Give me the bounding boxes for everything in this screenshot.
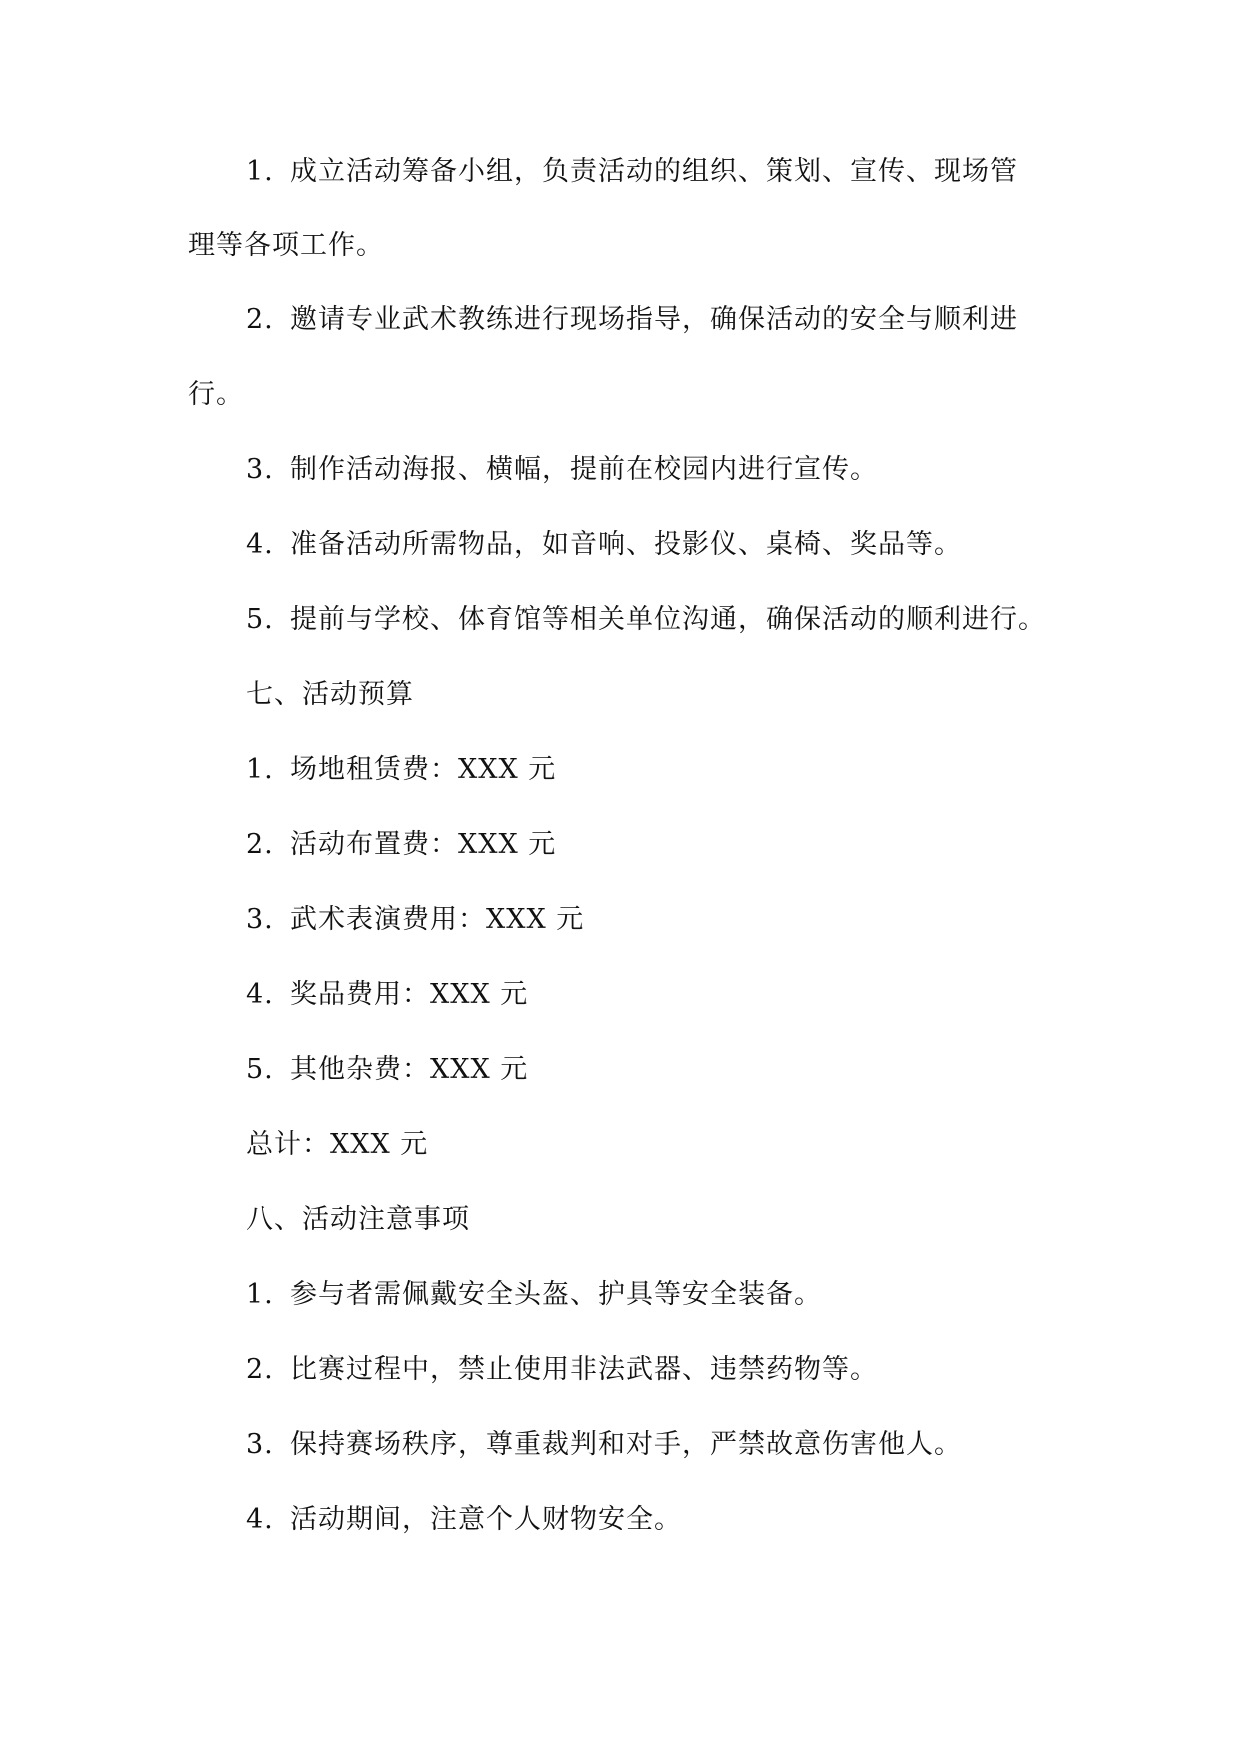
item-number: 2. <box>246 1354 274 1385</box>
prep-item-2 <box>246 302 1018 338</box>
item-text: 制作活动海报、横幅，提前在校园内进行宣传。 <box>290 454 878 485</box>
item-number: 4. <box>246 1504 274 1535</box>
item-text: 邀请专业武术教练进行现场指导，确保活动的安全与顺利进 <box>290 304 1018 335</box>
prep-item-2-continuation: 行。 <box>188 379 244 410</box>
item-text: 其他杂费：XXX 元 <box>290 1054 529 1085</box>
item-text: 场地租赁费：XXX 元 <box>290 754 557 785</box>
item-number: 3. <box>246 454 274 485</box>
item-text: 成立活动筹备小组，负责活动的组织、策划、宣传、现场管 <box>290 156 1018 187</box>
item-number: 3. <box>246 904 274 935</box>
prep-item-1 <box>246 154 1018 190</box>
notes-item-2 <box>246 1352 878 1388</box>
item-text: 活动布置费：XXX 元 <box>290 829 557 860</box>
item-number: 1. <box>246 156 274 187</box>
notes-item-1 <box>246 1277 822 1313</box>
budget-item-4 <box>246 977 528 1013</box>
item-text: 奖品费用：XXX 元 <box>290 979 529 1010</box>
notes-item-4 <box>246 1502 682 1538</box>
item-number: 3. <box>246 1429 274 1460</box>
item-number: 2. <box>246 304 274 335</box>
prep-item-5 <box>246 602 1046 638</box>
item-number: 2. <box>246 829 274 860</box>
item-number: 5. <box>246 1054 274 1085</box>
item-number: 5. <box>246 604 274 635</box>
item-text: 保持赛场秩序，尊重裁判和对手，严禁故意伤害他人。 <box>290 1429 962 1460</box>
section-heading-notes: 八、活动注意事项 <box>246 1204 470 1235</box>
budget-item-2 <box>246 827 556 863</box>
item-text: 提前与学校、体育馆等相关单位沟通，确保活动的顺利进行。 <box>290 604 1046 635</box>
item-text: 准备活动所需物品，如音响、投影仪、桌椅、奖品等。 <box>290 529 962 560</box>
notes-item-3 <box>246 1427 962 1463</box>
budget-item-1 <box>246 752 556 788</box>
prep-item-4 <box>246 527 962 563</box>
budget-total: 总计：XXX 元 <box>246 1129 429 1160</box>
item-text: 活动期间，注意个人财物安全。 <box>290 1504 682 1535</box>
item-text: 比赛过程中，禁止使用非法武器、违禁药物等。 <box>290 1354 878 1385</box>
item-text: 参与者需佩戴安全头盔、护具等安全装备。 <box>290 1279 822 1310</box>
item-text: 武术表演费用：XXX 元 <box>290 904 585 935</box>
item-number: 1. <box>246 754 274 785</box>
item-number: 4. <box>246 529 274 560</box>
prep-item-1-continuation: 理等各项工作。 <box>188 230 384 261</box>
section-heading-budget: 七、活动预算 <box>246 679 414 710</box>
prep-item-3 <box>246 452 878 488</box>
item-number: 1. <box>246 1279 274 1310</box>
item-number: 4. <box>246 979 274 1010</box>
budget-item-5 <box>246 1052 528 1088</box>
budget-item-3 <box>246 902 584 938</box>
